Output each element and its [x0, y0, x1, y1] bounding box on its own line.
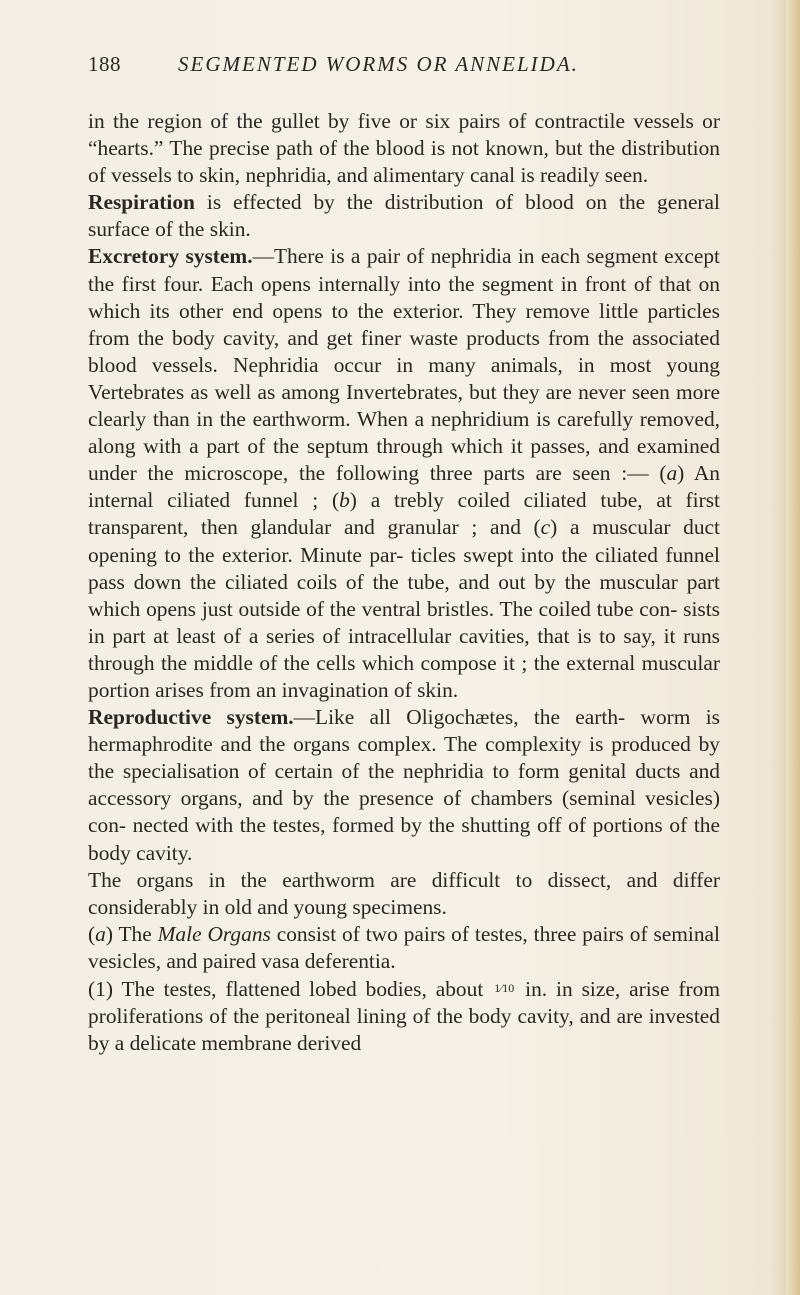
text-run: The organs in the earthworm are difficult to dissect, and differ considerably in old and young specimens. [88, 867, 720, 919]
paragraph-excretory [88, 243, 720, 704]
text-run: in the region of the gullet by five or six pairs of contractile vessels or “hearts.” The precise path of the blood is not known, but the distribution of vessels to skin, nephridia, and alimentary canal is readily seen. [88, 109, 720, 188]
text-run: ) a muscular duct opening to the exterior. Minute par- ticles swept into the ciliated funnel pass down the ciliated coils of the tube, and out by the muscular part which opens just outside of the ventral bristles. The coiled tube con- sists in part at least of a series of intracellular cavities, that is to say, it runs through the middle of the cells which compose it ; the external muscular portion arises from an invagination of skin. [88, 515, 720, 702]
section-heading: Respiration [88, 190, 195, 215]
text-run: ( [88, 921, 96, 946]
text-run: ) a trebly coiled ciliated tube, at first transparent, then glandular and granular ; and ( [88, 488, 720, 540]
italic-run: Male Organs [157, 921, 271, 946]
page-header [88, 52, 728, 84]
page-edge [786, 0, 800, 1295]
running-head: SEGMENTED WORMS OR ANNELIDA. [178, 52, 579, 76]
italic-run: c [540, 515, 551, 540]
body-text [88, 108, 720, 1057]
italic-run: b [339, 488, 350, 513]
text-run: (1) The testes, flattened lobed bodies, about [88, 977, 493, 1001]
section-heading: Reproductive system. [88, 705, 294, 730]
text-run: ) An internal ciliated funnel ; ( [88, 461, 721, 513]
paragraph-male-organs [88, 921, 720, 975]
italic-run: a [666, 461, 678, 486]
paragraph-reproductive [88, 704, 720, 867]
paragraph-respiration [88, 189, 720, 243]
text-run: in. in size, arise from proliferations of the peritoneal lining of the body cavity, and are invested by a delicate membrane derived [88, 977, 720, 1056]
text-run: consist of two pairs of testes, three pairs of seminal vesicles, and paired vasa deferentia. [88, 921, 720, 973]
section-heading: Excretory system. [88, 244, 253, 269]
paragraph [88, 108, 720, 189]
paragraph-testes [88, 975, 720, 1057]
text-run: —There is a pair of nephridia in each segment except the first four. Each opens internally into the segment in front of that on which its other end opens to the exterior. They remove little particles from the body cavity, and get finer waste products from the associated blood vessels. Nephridia occur in many animals, in most young Vertebrates as well as among Invertebrates, but they are never seen more clearly than in the earthworm. When a nephridium is carefully removed, along with a part of the septum through which it passes, and examined under the microscope, the following three parts are seen :— ( [88, 244, 720, 486]
paragraph [88, 867, 720, 921]
page-number: 188 [88, 52, 121, 76]
text-run: —Like all Oligochætes, the earth- worm is hermaphrodite and the organs complex. The complexity is produced by the specialisation of certain of the nephridia to form genital ducts and accessory organs, and by the presence of chambers (seminal vesicles) con- nected with the testes, formed by the shutting off of portions of the body cavity. [88, 705, 720, 865]
fraction: 1⁄10 [494, 981, 515, 995]
text-run: is effected by the distribution of blood on the general surface of the skin. [88, 190, 720, 242]
italic-run: a [95, 921, 106, 946]
text-run: ) The [105, 921, 158, 946]
